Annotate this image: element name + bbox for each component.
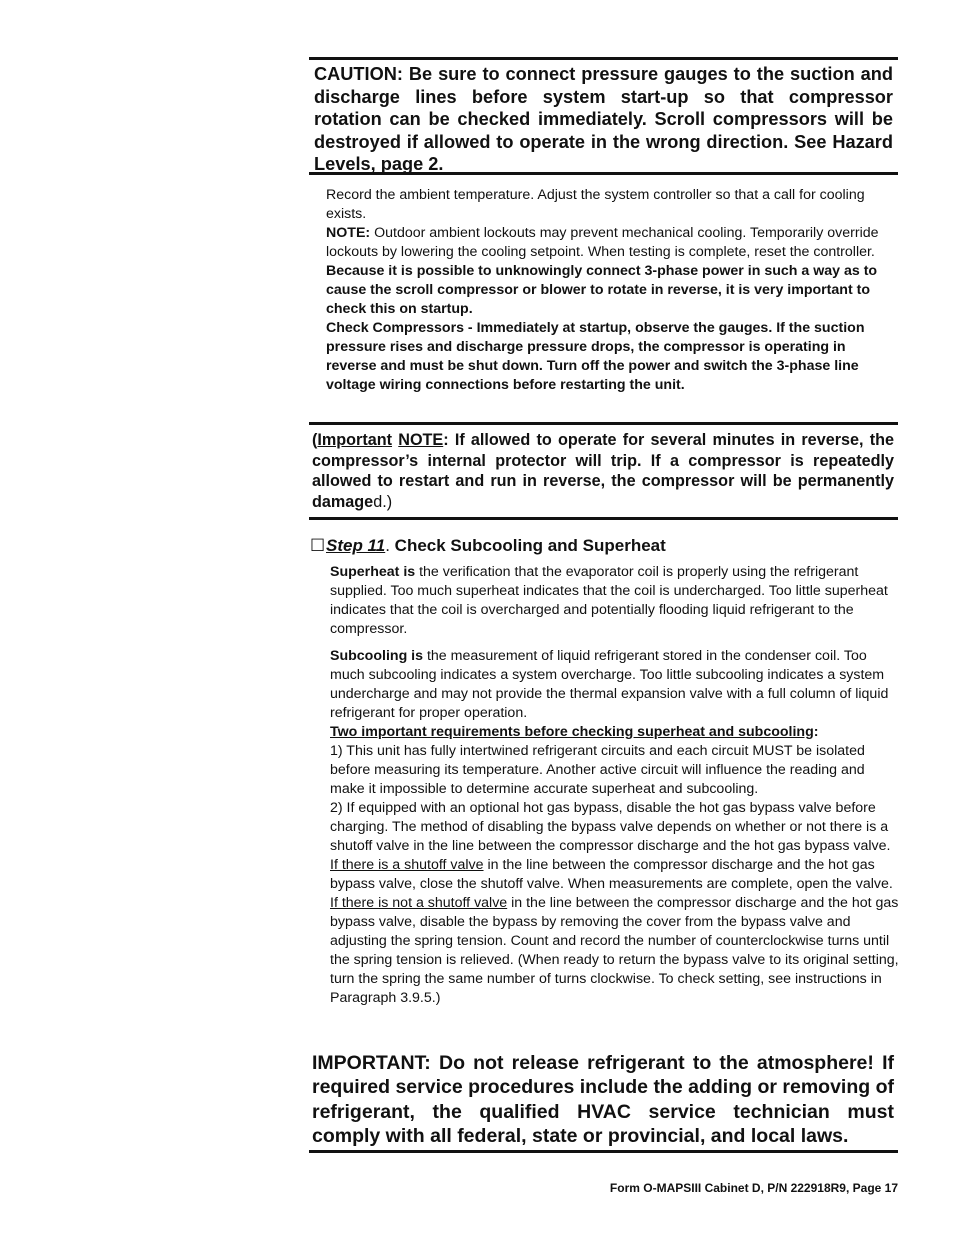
note-text: Outdoor ambient lockouts may prevent mechanical cooling. Temporarily override lockouts by lowering the cooling setpoint. When testing is complete, reset the controller. (326, 225, 879, 260)
important-label: Important (317, 431, 393, 449)
important-note-tail: d.) (373, 492, 393, 511)
divider (309, 517, 898, 520)
important-refrigerant-warning: IMPORTANT: Do not release refrigerant to the atmosphere! If required service procedures include the adding or removing of refrigerant, the qualified HVAC service technician must comply with all federal, state or provincial, and local laws. (312, 1052, 894, 1148)
important-note-text: : If allowed to operate for several minutes in reverse, the compressor’s internal protector will trip. If a compressor is repeatedly allowed to restart and run in reverse, the compressor will be permanently damage (312, 431, 894, 511)
step-title: Check Subcooling and Superheat (389, 536, 666, 555)
shutoff-valve-label: If there is a shutoff valve (330, 857, 484, 873)
note-label: NOTE: (326, 225, 371, 241)
superheat-paragraph (330, 563, 900, 639)
reverse-rotation-warning: Because it is possible to unknowingly connect 3-phase power in such a way as to cause the scroll compressor or blower to rotate in reverse, it is very important to check this on startup. (326, 263, 878, 317)
divider (309, 422, 898, 425)
subcooling-label: Subcooling is (330, 648, 424, 664)
requirement-1: 1) This unit has fully intertwined refrigerant circuits and each circuit MUST be isolated before measuring its temperature. Another active circuit will influence the reading and make it impossible to determine accurate superheat and subcooling. (330, 743, 865, 797)
no-shutoff-valve-paragraph (330, 894, 900, 1008)
superheat-label: Superheat is (330, 564, 416, 580)
paren: ( (312, 431, 318, 449)
checkbox-icon[interactable]: ☐ (310, 536, 326, 555)
superheat-text: the verification that the evaporator coil is properly using the refrigerant supplied. Too much superheat indicates that the coil is undercharged. Too little superheat indicates that the coil is overcharged and potentially flooding liquid refrigerant to the compressor. (330, 564, 888, 637)
note-paragraph (326, 224, 896, 262)
record-ambient-block (326, 186, 896, 395)
divider (309, 1150, 898, 1153)
step-label: Step 11 (326, 536, 386, 555)
no-shutoff-valve-label: If there is not a shutoff valve (330, 895, 508, 911)
page-footer: Form O-MAPSIII Cabinet D, P/N 222918R9, Page 17 (609, 1181, 898, 1195)
no-shutoff-valve-text: in the line between the compressor discharge and the hot gas bypass valve, disable the bypass by removing the cover from the bypass valve and adjusting the spring tension. Count and record the number of counterclockwise turns until the spring tension is relieved. (When ready to return the bypass valve to its original setting, turn the spring the same number of turns clockwise. To check setting, see instructions in Paragraph 3.9.5.) (330, 895, 899, 1006)
divider (309, 172, 898, 175)
step-dot: . (385, 536, 390, 555)
requirements-heading (330, 723, 900, 742)
important-note (312, 430, 894, 512)
record-paragraph: Record the ambient temperature. Adjust the system controller so that a call for cooling exists. (326, 187, 865, 222)
subcooling-text: the measurement of liquid refrigerant stored in the condenser coil. Too much subcooling indicates a system overcharge. Too little subcooling indicates a system undercharge and may not provide the thermal expansion valve with a full column of liquid refrigerant for proper operation. (330, 648, 889, 721)
requirements-colon: : (813, 724, 819, 740)
step-11-body (330, 563, 900, 1008)
requirements-label: Two important requirements before checking superheat and subcooling (330, 724, 814, 740)
check-compressors-paragraph: Check Compressors - Immediately at startup, observe the gauges. If the suction pressure rises and discharge pressure drops, the compressor is operating in reverse and must be shut down. Turn off the power and switch the 3-phase line voltage wiring connections before restarting the unit. (326, 320, 865, 393)
shutoff-valve-paragraph (330, 856, 900, 894)
caution-box (309, 57, 898, 176)
note-label: NOTE (398, 431, 444, 449)
caution-text: CAUTION: Be sure to connect pressure gauges to the suction and discharge lines before system start-up so that compressor rotation can be checked immediately. Scroll compressors will be destroyed if allowed to operate in the wrong direction. See Hazard Levels, page 2. (314, 64, 893, 175)
subcooling-paragraph (330, 647, 900, 723)
step-11-heading (310, 535, 898, 557)
shutoff-valve-text: in the line between the compressor discharge and the hot gas bypass valve, close the shutoff valve. When measurements are complete, open the valve. (330, 857, 893, 892)
requirement-2: 2) If equipped with an optional hot gas bypass, disable the hot gas bypass valve before charging. The method of disabling the bypass valve depends on whether or not there is a shutoff valve in the line between the compressor discharge and the hot gas bypass valve. (330, 800, 891, 854)
